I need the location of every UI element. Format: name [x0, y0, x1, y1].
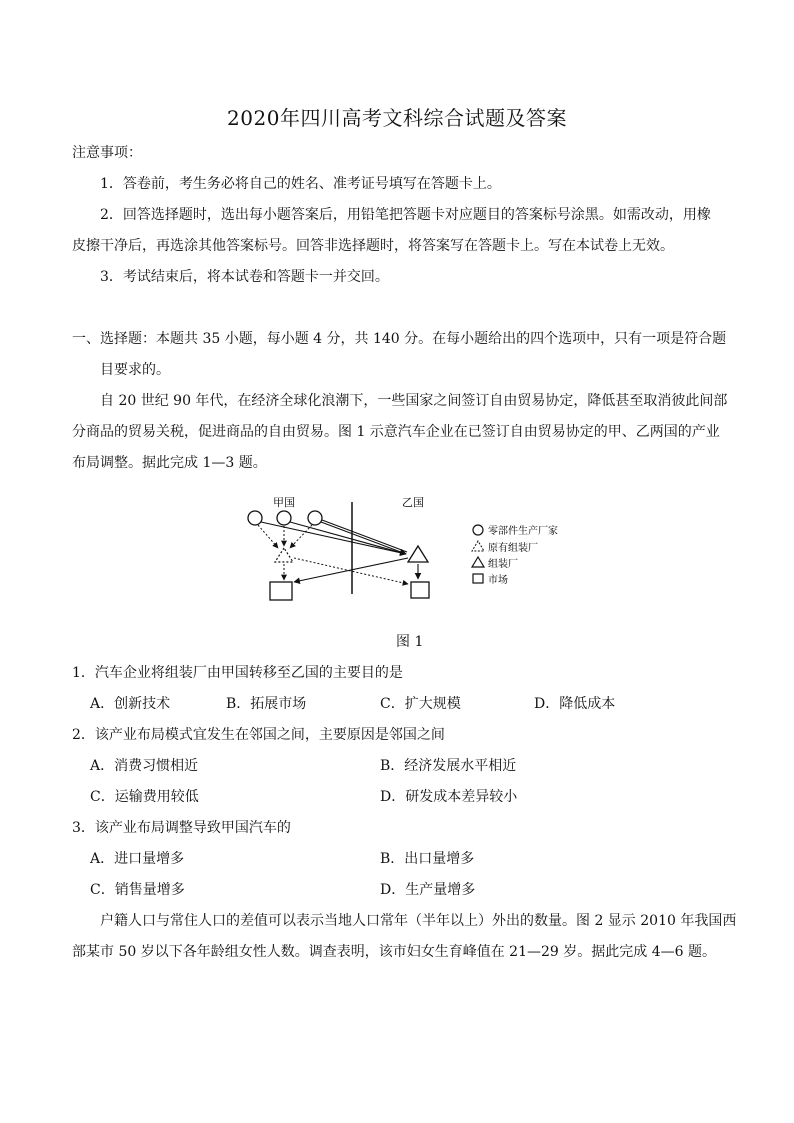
- figure-1-diagram: [230, 488, 590, 614]
- passage2-line-2: 部某市 50 岁以下各年龄组女性人数。调查表明，该市妇女生育峰值在 21—29 岁。据此完成 4—6 题。: [72, 944, 716, 960]
- passage1-line-1: 自 20 世纪 90 年代，在经济全球化浪潮下，一些国家之间签订自由贸易协定，降低甚至取消彼此间部: [100, 393, 728, 409]
- parts-factory-3: [308, 511, 322, 525]
- question-3-stem: 3．该产业布局调整导致甲国汽车的: [72, 820, 291, 836]
- q3-option-c[interactable]: C．销售量增多: [90, 882, 185, 898]
- legend-dashed-triangle-icon: [472, 541, 484, 551]
- passage1-line-3: 布局调整。据此完成 1—3 题。: [72, 455, 267, 471]
- q1-option-a[interactable]: A．创新技术: [90, 696, 171, 712]
- q1-option-b[interactable]: B．拓展市场: [226, 696, 307, 712]
- q3-option-b[interactable]: B．出口量增多: [380, 851, 475, 867]
- q1-option-c[interactable]: C．扩大规模: [380, 696, 461, 712]
- q2-option-b[interactable]: B．经济发展水平相近: [380, 758, 517, 774]
- notice-item-3: 3．考试结束后，将本试卷和答题卡一并交回。: [100, 269, 389, 285]
- notice-item-2-cont: 皮擦干净后，再选涂其他答案标号。回答非选择题时，将答案写在答题卡上。写在本试卷上无效。: [72, 238, 674, 254]
- q2-option-c[interactable]: C．运输费用较低: [90, 789, 199, 805]
- notice-item-1: 1．答卷前，考生务必将自己的姓名、准考证号填写在答题卡上。: [100, 176, 501, 192]
- legend-triangle-icon: [472, 557, 484, 567]
- q2-option-a[interactable]: A．消费习惯相近: [90, 758, 199, 774]
- country-a-label: 甲国: [273, 496, 295, 509]
- notice-heading: 注意事项：: [72, 145, 142, 161]
- question-2-stem: 2．该产业布局模式宜发生在邻国之间，主要原因是邻国之间: [72, 727, 445, 743]
- page-title: 2020年四川高考文科综合试题及答案: [227, 106, 567, 130]
- country-b-label: 乙国: [402, 496, 424, 509]
- q1-option-d[interactable]: D．降低成本: [534, 696, 616, 712]
- legend-circle-icon: [473, 525, 483, 535]
- market-country-b: [411, 582, 429, 598]
- passage2-line-1: 户籍人口与常住人口的差值可以表示当地人口常年（半年以上）外出的数量。图 2 显示 2010 年我国西: [100, 913, 737, 929]
- legend-market: 市场: [488, 575, 508, 586]
- assembly-plant: [408, 546, 428, 562]
- legend-assembly: 组装厂: [488, 559, 518, 570]
- market-country-a: [270, 582, 292, 600]
- legend-square-icon: [473, 574, 483, 583]
- q3-option-a[interactable]: A．进口量增多: [90, 851, 185, 867]
- section-heading: 一、选择题：本题共 35 小题，每小题 4 分，共 140 分。在每小题给出的四个选项中，只有一项是符合题: [72, 331, 727, 347]
- legend-original-assembly: 原有组装厂: [488, 543, 538, 554]
- section-heading-cont: 目要求的。: [100, 362, 170, 378]
- parts-factory-2: [277, 511, 291, 525]
- parts-factory-1: [248, 511, 262, 525]
- passage1-line-2: 分商品的贸易关税，促进商品的自由贸易。图 1 示意汽车企业在已签订自由贸易协定的甲、乙两国的产业: [72, 424, 720, 440]
- original-assembly-plant: [275, 548, 293, 562]
- figure-caption: 图 1: [396, 634, 424, 650]
- q3-option-d[interactable]: D．生产量增多: [380, 882, 476, 898]
- legend-parts: 零部件生产厂家: [488, 526, 558, 537]
- question-1-stem: 1．汽车企业将组装厂由甲国转移至乙国的主要目的是: [72, 665, 403, 681]
- notice-item-2: 2．回答选择题时，选出每小题答案后，用铅笔把答题卡对应题目的答案标号涂黑。如需改动，用橡: [100, 207, 711, 223]
- figure-legend: [472, 524, 558, 586]
- q2-option-d[interactable]: D．研发成本差异较小: [380, 789, 518, 805]
